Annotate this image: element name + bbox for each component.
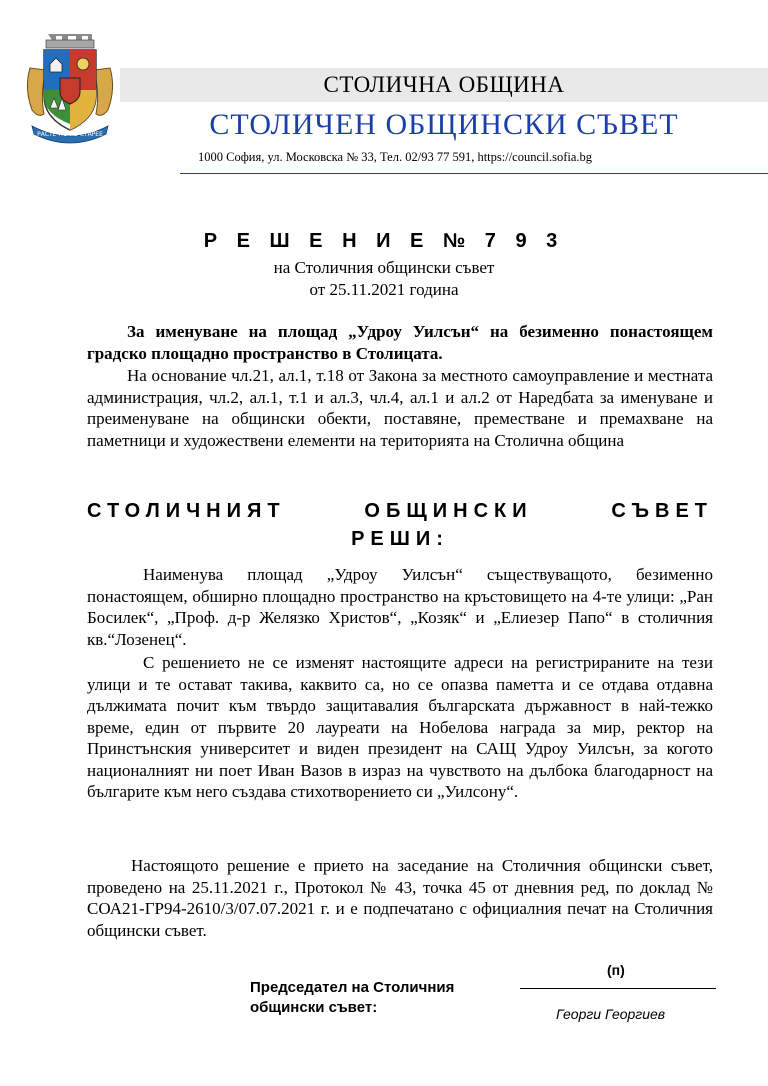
decision-date: от 25.11.2021 година [309, 280, 459, 299]
address-line: 1000 София, ул. Московска № 33, Тел. 02/93 77 591, https://council.sofia.bg [198, 150, 593, 164]
point1-paragraph: Наименува площад „Удроу Уилсън“ съществуващото, безименно понастоящем, обширно площадно пространство на кръстовището на 4-те улици: „Ран Босилек“, „Проф. д-р Желязко Христов“, „Козяк“ и „Елиезер Папо“ в столичния кв.“Лозенец“. [87, 565, 713, 649]
chair-line1: Председател на Столичния [250, 979, 455, 996]
org-name: СТОЛИЧНА ОБЩИНА [323, 72, 565, 97]
signer-name: Георги Георгиев [556, 1006, 666, 1022]
motto-text: РАСТЕ НО НЕ СТАРЕЕ [37, 131, 103, 138]
resolve-heading: СТОЛИЧНИЯТ ОБЩИНСКИ СЪВЕТ [87, 500, 713, 522]
chair-label [250, 978, 454, 1018]
header-rule [180, 173, 768, 174]
signature-line [520, 988, 716, 989]
point2-paragraph: С решението не се изменят настоящите адреси на регистрираните на тези улици и те остават такива, каквито са, но се опазва паметта и се отдава отдавна дължимата почит към твърдо защитавалия българската държавност в най-тежко време, един от първите 20 лауреати на Нобелова награда за мир, ректор на Принстънския университет и виден президент на САЩ Удроу Уилсън, за когото националният ни поет Иван Вазов в израз на чувството на дълбока благодарност на българите към него създава стихотворението си „Уилсону“. [87, 653, 713, 801]
chair-line2: общински съвет: [250, 999, 378, 1016]
sofia-coat-of-arms-icon [22, 28, 118, 144]
resolve-verb: РЕШИ: [351, 528, 449, 550]
decision-title: Р Е Ш Е Н И Е № 7 9 3 [203, 230, 565, 252]
subject-paragraph: За именуване на площад „Удроу Уилсън“ на безименно понастоящем градско площадно пространство в Столицата. [87, 322, 713, 363]
signature-mark: (п) [607, 962, 625, 978]
council-name: СТОЛИЧЕН ОБЩИНСКИ СЪВЕТ [209, 108, 679, 141]
decision-subtitle: на Столичния общински съвет [273, 258, 495, 277]
basis-paragraph: На основание чл.21, ал.1, т.18 от Закона за местното самоуправление и местната администрация, чл.2, ал.1, т.1 и ал.3, чл.4, ал.1 и ал.2 от Наредбата за именуване и преименуване на общински обекти, поставяне, преместване и премахване на паметници и художествени елементи на територията на Столична община [87, 366, 713, 450]
closing-paragraph: Настоящото решение е прието на заседание на Столичния общински съвет, проведено на 25.11.2021 г., Протокол № 43, точка 45 от дневния ред, по доклад № СОА21-ГР94-2610/3/07.07.2021 г. и е подпечатано с официалния печат на Столичния общински съвет. [87, 856, 713, 940]
